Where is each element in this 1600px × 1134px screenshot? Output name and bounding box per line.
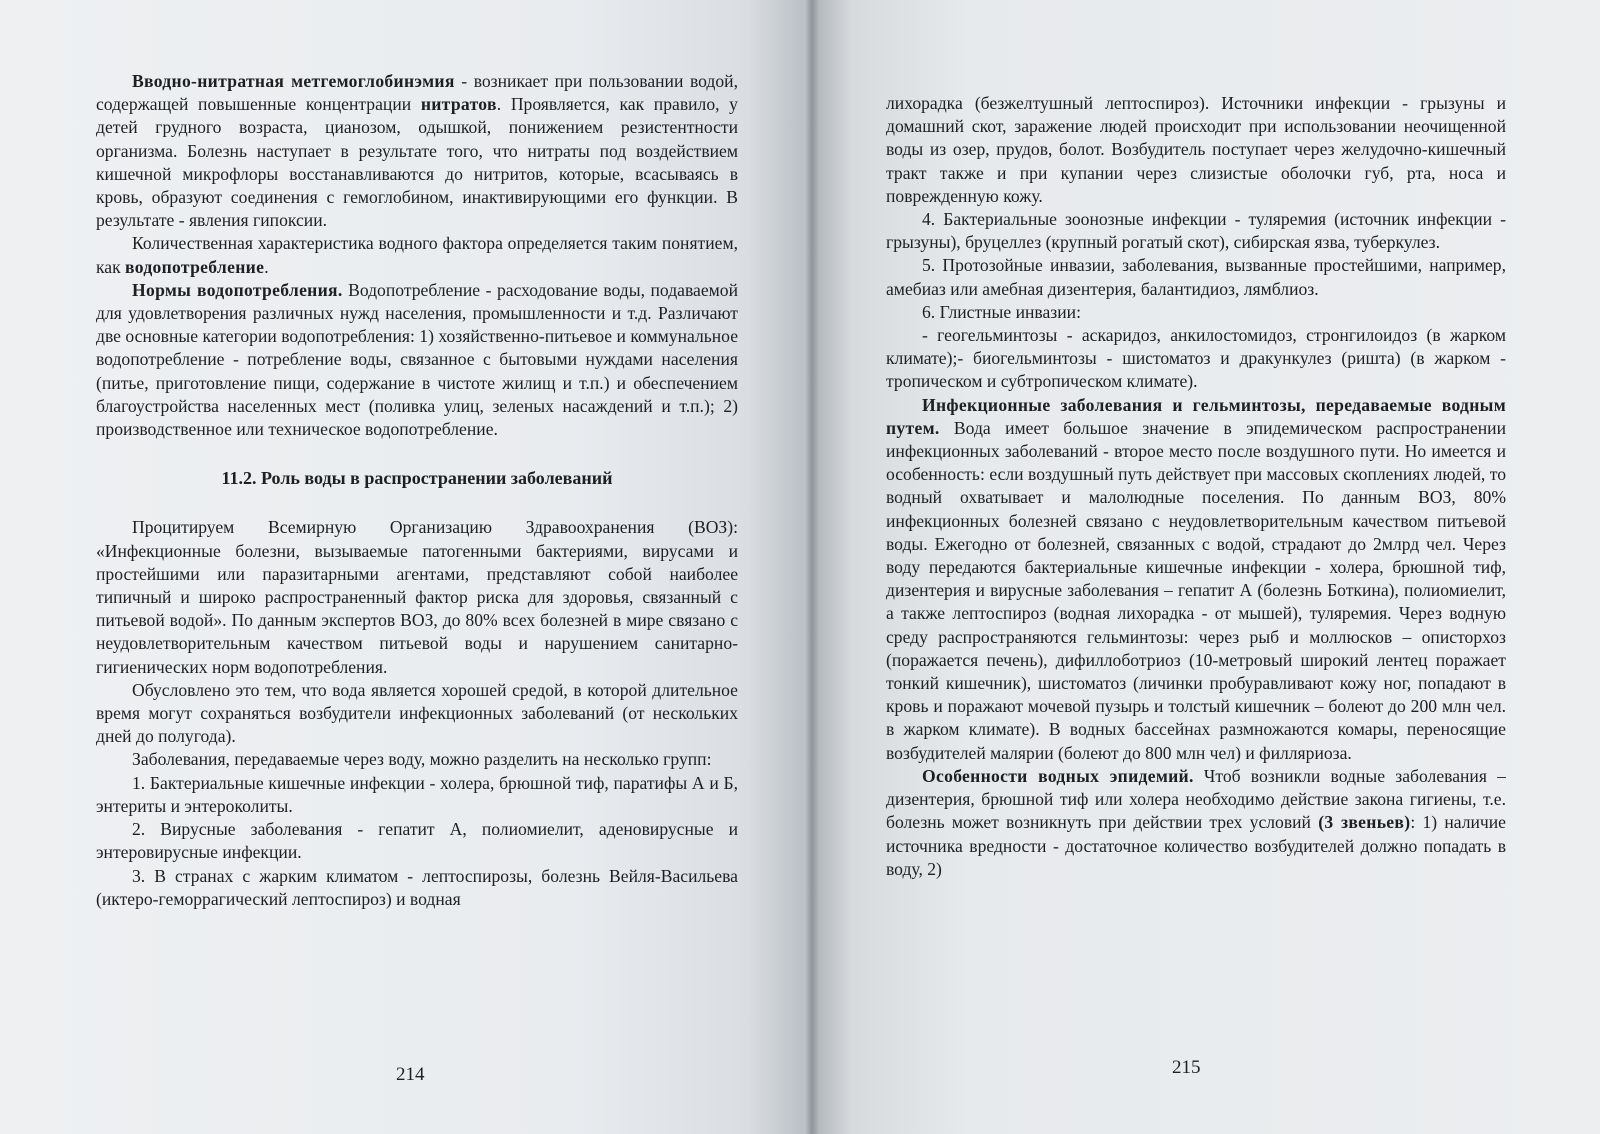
paragraph: Вводно-нитратная метгемоглобинэмия - возникает при пользовании водой, содержащей повышенные концентрации нитратов. Проявляется, как правило, у детей грудного возраста, цианозом, одышкой, понижением резистентности организма. Болезнь наступает в результате того, что нитраты под воздействием кишечной микрофлоры восстанавливаются до нитритов, которые, всасываясь в кровь, образуют соединения с гемоглобином, инактивирующими его функции. В результате - явления гипоксии.	[96, 71, 738, 231]
list-item: - геогельминтозы - аскаридоз, анкилостомидоз, стронгилоидоз (в жарком климате);- биогельминтозы - шистоматоз и дракункулез (ришта) (в жарком - тропическом и субтропическом климате).	[886, 325, 1506, 392]
paragraph: Инфекционные заболевания и гельминтозы, передаваемые водным путем. Вода имеет большое значение в эпидемическом распространении инфекционных заболеваний - второе место после воздушного пути. Но имеется и особенность: если воздушный путь действует при массовых скоплениях людей, то водный охватывает и малолюдные поселения. По данным ВОЗ, 80% инфекционных болезней связано с неудовлетворительным качеством питьевой воды. Ежегодно от болезней, связанных с водой, страдают до 2млрд чел. Через воду передаются бактериальные кишечные инфекции - холера, брюшной тиф, дизентерия и вирусные заболевания – гепатит А (болезнь Боткина), полиомиелит, а также лептоспироз (водная лихорадка - от мышей), туляремия. Через водную среду распространяются гельминтозы: через рыб и моллюсков – описторхоз (поражается печень), дифиллоботриоз (10-метровый широкий лентец поражает тонкий кишечник), шистоматоз (личинки пробуравливают кожу ног, попадают в кровь и поражают мочевой пузырь и толстый кишечник – болеют до 200 млн чел. в жарком климате). В водных бассейнах размножаются комары, переносящие возбудителей малярии (болеют до 800 млн чел) и филляриоза.	[886, 394, 1506, 763]
term: водопотребление	[125, 256, 265, 277]
list-item: 6. Глистные инвазии:	[922, 301, 1081, 322]
paragraph: лихорадка (безжелтушный лептоспироз). Источники инфекции - грызуны и домашний скот, заражение людей происходит при использовании неочищенной воды из озер, прудов, болот. Возбудитель поступает через желудочно-кишечный тракт также и при купании через слизистые оболочки губ, рта, носа и поврежденную кожу.	[886, 93, 1506, 206]
section-heading: 11.2. Роль воды в распространении заболеваний	[221, 468, 613, 489]
paragraph: Нормы водопотребления. Водопотребление - расходование воды, подаваемой для удовлетворения различных нужд населения, промышленности и т.д. Различают две основные категории водопотребления: 1) хозяйственно-питьевое и коммунальное водопотребление - потребление воды, связанное с бытовыми нуждами населения (питье, приготовление пищи, содержание в чистоте жилищ и т.п.) и обеспечением благоустройства населенных мест (поливка улиц, зеленых насаждений и т.п.); 2) производственное или техническое водопотребление.	[96, 279, 738, 440]
list-item: 4. Бактериальные зоонозные инфекции - туляремия (источник инфекции - грызуны), бруцеллез (крупный рогатый скот), сибирская язва, туберкулез.	[886, 209, 1506, 253]
list-item: 3. В странах с жарким климатом - лептоспирозы, болезнь Вейля-Васильева (иктеро-геморрагический лептоспироз) и водная	[96, 865, 738, 909]
term: (3 звеньев)	[1318, 812, 1411, 833]
left-page-text	[96, 70, 738, 911]
term: Инфекционные заболевания и гельминтозы, передаваемые водным путем.	[886, 394, 1506, 438]
paragraph: Заболевания, передаваемые через воду, можно разделить на несколько групп:	[132, 749, 712, 770]
term: Нормы водопотребления.	[132, 279, 343, 300]
book-gutter	[804, 0, 820, 1134]
page-number: 214	[396, 1064, 425, 1085]
paragraph: Количественная характеристика водного фактора определяется таким понятием, как водопотребление.	[96, 233, 738, 277]
term: нитратов	[420, 94, 497, 115]
paragraph: Процитируем Всемирную Организацию Здравоохранения (ВОЗ): «Инфекционные болезни, вызываемые патогенными бактериями, вирусами и простейшими или паразитарными агентами, представляют собой наиболее типичный и широко распространенный фактор риска для здоровья, связанный с питьевой водой». По данным экспертов ВОЗ, до 80% всех болезней в мире связано с неудовлетворительным качеством питьевой воды и нарушением санитарно-гигиенических норм водопотребления.	[96, 517, 738, 677]
paragraph: Особенности водных эпидемий. Чтоб возникли водные заболевания – дизентерия, брюшной тиф или холера необходимо действие закона гигиены, т.е. болезнь может возникнуть при действии трех условий (3 звеньев): 1) наличие источника вредности - достаточное количество возбудителей должно попадать в воду, 2)	[886, 765, 1506, 879]
page-number: 215	[1172, 1057, 1201, 1078]
list-item: 1. Бактериальные кишечные инфекции - холера, брюшной тиф, паратифы А и Б, энтериты и энтероколиты.	[96, 772, 738, 816]
term: Вводно-нитратная метгемоглобинэмия	[132, 71, 455, 91]
list-item: 5. Протозойные инвазии, заболевания, вызванные простейшими, например, амебиаз или амебная дизентерия, балантидиоз, лямблиоз.	[886, 255, 1506, 299]
list-item: 2. Вирусные заболевания - гепатит А, полиомиелит, аденовирусные и энтеровирусные инфекции.	[96, 819, 738, 863]
term: Особенности водных эпидемий.	[922, 765, 1194, 786]
paragraph: Обусловлено это тем, что вода является хорошей средой, в которой длительное время могут сохраняться возбудители инфекционных заболеваний (от нескольких дней до полугода).	[96, 679, 738, 747]
right-page-text	[886, 92, 1506, 881]
right-page	[812, 0, 1600, 1134]
